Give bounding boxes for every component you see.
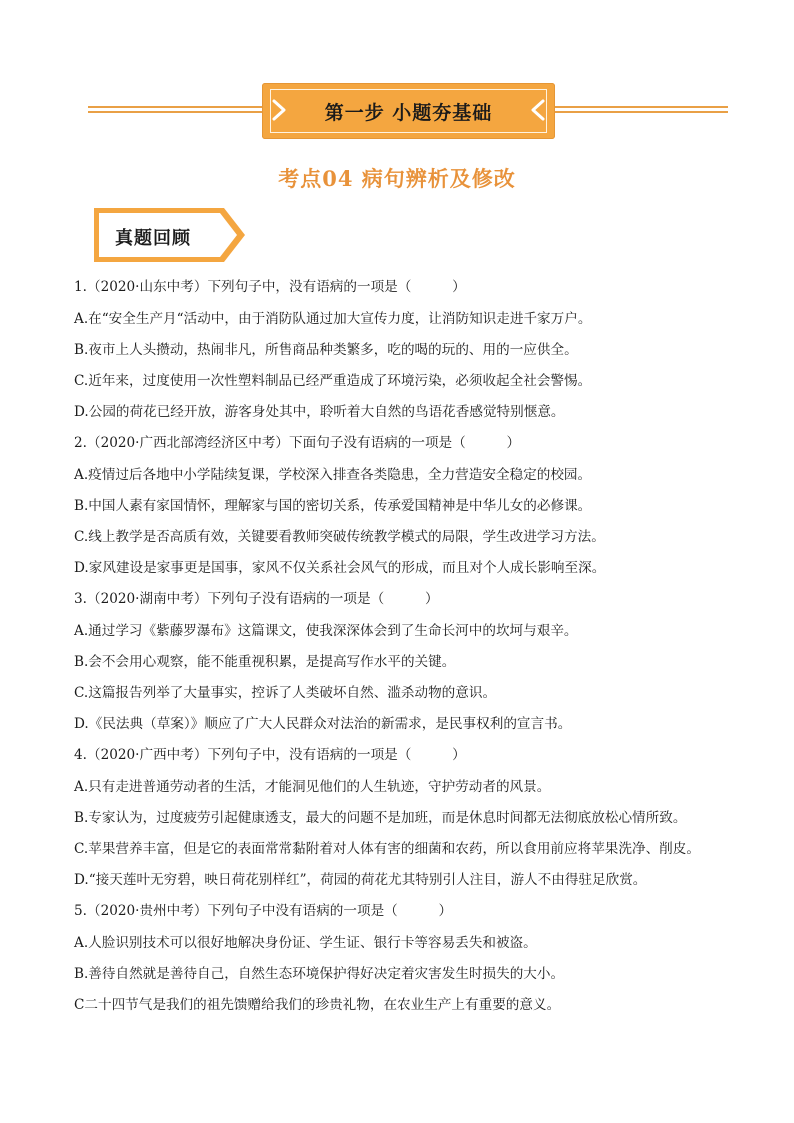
document-title: 考点04 病句辨析及修改 [278, 166, 516, 191]
question-option: B.会不会用心观察，能不能重视积累，是提高写作水平的关键。 [74, 654, 456, 670]
question-option: D.《民法典（草案）》顺应了广大人民群众对法治的新需求，是民事权利的宣言书。 [74, 716, 572, 732]
question-stem: 3.（2020·湖南中考）下列句子没有语病的一项是（ ） [74, 591, 439, 607]
question-option: C.近年来，过度使用一次性塑料制品已经严重造成了环境污染，必须收起全社会警惕。 [74, 373, 592, 389]
question-option: A.疫情过后各地中小学陆续复课，学校深入排查各类隐患，全力营造安全稳定的校园。 [74, 467, 592, 483]
section-label: 真题回顾 [115, 228, 191, 249]
question-option: A.通过学习《紫藤罗瀑布》这篇课文，使我深深体会到了生命长河中的坎坷与艰辛。 [74, 623, 578, 639]
question-stem: 4.（2020·广西中考）下列句子中，没有语病的一项是（ ） [74, 747, 466, 763]
question-option: D.家风建设是家事更是国事，家风不仅关系社会风气的形成，而且对个人成长影响至深。 [74, 560, 606, 576]
banner-rule-right-top [555, 106, 728, 108]
banner-rule-left-bottom [88, 111, 262, 113]
question-option: B.夜市上人头攒动，热闹非凡，所售商品种类繁多，吃的喝的玩的、用的一应供全。 [74, 342, 578, 358]
banner-rule-right-bottom [555, 111, 728, 113]
question-stem: 2.（2020·广西北部湾经济区中考）下面句子没有语病的一项是（ ） [74, 435, 521, 451]
question-option: B.中国人素有家国情怀，理解家与国的密切关系，传承爱国精神是中华儿女的必修课。 [74, 498, 592, 514]
section-badge [93, 207, 246, 263]
question-option: B.专家认为，过度疲劳引起健康透支，最大的问题不是加班，而是休息时间都无法彻底放松心情所致。 [74, 810, 687, 826]
question-option: C.这篇报告列举了大量事实，控诉了人类破坏自然、滥杀动物的意识。 [74, 685, 497, 701]
question-option: D.“接天莲叶无穷碧，映日荷花别样红”，荷园的荷花尤其特别引人注目，游人不由得驻足欣赏。 [74, 872, 647, 888]
question-option: A.在“安全生产月“活动中，由于消防队通过加大宣传力度，让消防知识走进千家万户。 [74, 311, 592, 327]
banner-title: 第一步 小题夯基础 [324, 102, 493, 124]
question-option: A.只有走进普通劳动者的生活，才能洞见他们的人生轨迹，守护劳动者的风景。 [74, 779, 551, 795]
question-stem: 5.（2020·贵州中考）下列句子中没有语病的一项是（ ） [74, 903, 453, 919]
question-option: C二十四节气是我们的祖先馈赠给我们的珍贵礼物，在农业生产上有重要的意义。 [74, 997, 561, 1013]
banner-rule-left-top [88, 106, 262, 108]
question-option: C.线上教学是否高质有效，关键要看教师突破传统教学模式的局限，学生改进学习方法。 [74, 529, 605, 545]
question-stem: 1.（2020·山东中考）下列句子中，没有语病的一项是（ ） [74, 279, 466, 295]
question-option: D.公园的荷花已经开放，游客身处其中，聆听着大自然的鸟语花香感觉特别惬意。 [74, 404, 565, 420]
question-option: B.善待自然就是善待自己，自然生态环境保护得好决定着灾害发生时损失的大小。 [74, 966, 565, 982]
question-option: A.人脸识别技术可以很好地解决身份证、学生证、银行卡等容易丢失和被盗。 [74, 935, 537, 951]
question-option: C.苹果营养丰富，但是它的表面常常黏附着对人体有害的细菌和农药，所以食用前应将苹果洗净、削皮。 [74, 841, 700, 857]
section-banner [262, 83, 555, 139]
